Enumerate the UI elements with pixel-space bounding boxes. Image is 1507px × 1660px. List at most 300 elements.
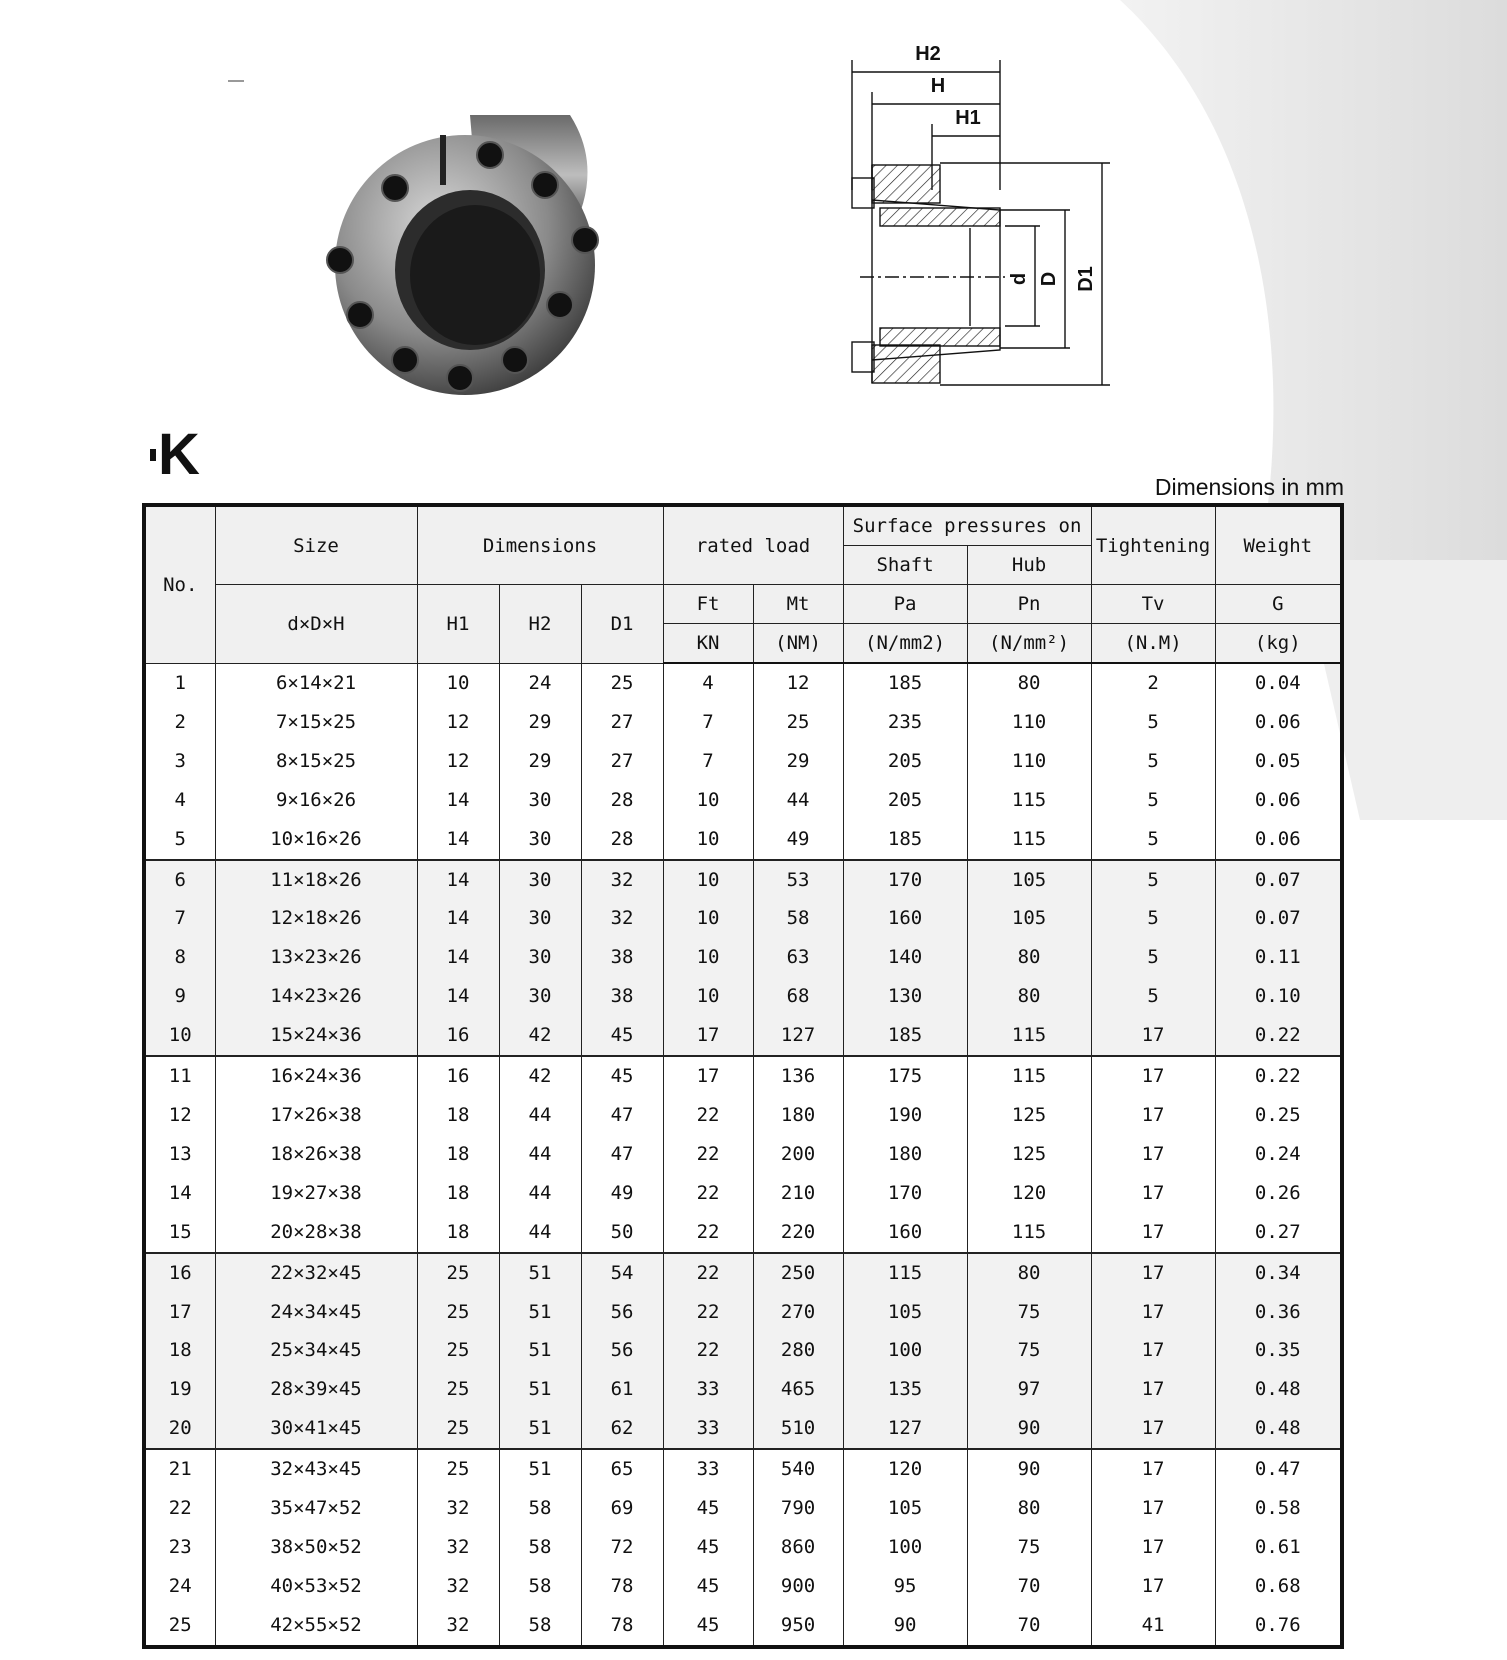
cell-h2: 51: [499, 1449, 581, 1489]
cell-hub: 80: [967, 977, 1091, 1016]
cell-h2: 51: [499, 1293, 581, 1332]
series-mark-tick: [150, 449, 156, 461]
cell-mt: 465: [753, 1370, 843, 1409]
cell-shaft: 205: [843, 781, 967, 820]
cell-tightening: 5: [1091, 938, 1215, 977]
cell-shaft: 160: [843, 899, 967, 938]
cell-h1: 14: [417, 860, 499, 900]
cell-mt: 860: [753, 1528, 843, 1567]
cell-h1: 25: [417, 1370, 499, 1409]
cell-d1: 56: [581, 1331, 663, 1370]
cell-tightening: 17: [1091, 1370, 1215, 1409]
cell-no: 17: [144, 1293, 215, 1332]
series-letter: K: [158, 422, 200, 487]
header-hub-unit: (N/mm²): [967, 624, 1091, 664]
cell-ft: 45: [663, 1567, 753, 1606]
cell-h2: 30: [499, 899, 581, 938]
cell-h1: 18: [417, 1096, 499, 1135]
cell-shaft: 115: [843, 1253, 967, 1293]
cell-weight: 0.34: [1215, 1253, 1342, 1293]
header-size: Size: [215, 505, 417, 585]
locking-assembly-photo: [320, 110, 620, 410]
cell-d1: 38: [581, 938, 663, 977]
technical-cross-section-drawing: [840, 30, 1140, 410]
cell-size: 16×24×36: [215, 1056, 417, 1096]
header-ft-unit: KN: [663, 624, 753, 664]
cell-h2: 30: [499, 781, 581, 820]
cell-h1: 14: [417, 938, 499, 977]
cell-tightening: 17: [1091, 1056, 1215, 1096]
cell-mt: 200: [753, 1135, 843, 1174]
cell-d1: 27: [581, 742, 663, 781]
table-row: [144, 1056, 1342, 1096]
cell-mt: 180: [753, 1096, 843, 1135]
cell-h1: 12: [417, 742, 499, 781]
cell-ft: 10: [663, 781, 753, 820]
cell-mt: 280: [753, 1331, 843, 1370]
cell-d1: 56: [581, 1293, 663, 1332]
cell-ft: 33: [663, 1370, 753, 1409]
cell-no: 3: [144, 742, 215, 781]
label-h1: H1: [955, 107, 981, 129]
cell-tightening: 5: [1091, 820, 1215, 860]
header-size-sub: d×D×H: [215, 585, 417, 664]
cell-hub: 90: [967, 1409, 1091, 1449]
cell-mt: 900: [753, 1567, 843, 1606]
table-row: [144, 860, 1342, 900]
cell-hub: 115: [967, 1213, 1091, 1253]
cell-tightening: 17: [1091, 1528, 1215, 1567]
cell-no: 5: [144, 820, 215, 860]
cell-d1: 28: [581, 820, 663, 860]
cell-h2: 30: [499, 938, 581, 977]
header-ft: Ft: [663, 585, 753, 624]
cell-h2: 29: [499, 742, 581, 781]
cell-weight: 0.68: [1215, 1567, 1342, 1606]
cell-ft: 10: [663, 860, 753, 900]
cell-d1: 49: [581, 1174, 663, 1213]
cell-h2: 30: [499, 820, 581, 860]
cell-no: 11: [144, 1056, 215, 1096]
header-tightening: Tightening: [1091, 505, 1215, 585]
cell-hub: 115: [967, 781, 1091, 820]
cell-d1: 72: [581, 1528, 663, 1567]
cell-weight: 0.25: [1215, 1096, 1342, 1135]
cell-mt: 68: [753, 977, 843, 1016]
cell-h2: 58: [499, 1606, 581, 1647]
cell-ft: 45: [663, 1528, 753, 1567]
cell-hub: 80: [967, 1253, 1091, 1293]
cell-d1: 47: [581, 1135, 663, 1174]
cell-size: 9×16×26: [215, 781, 417, 820]
cell-hub: 125: [967, 1135, 1091, 1174]
header-dimensions: Dimensions: [417, 505, 663, 585]
cell-mt: 250: [753, 1253, 843, 1293]
cell-h1: 18: [417, 1135, 499, 1174]
table-row: [144, 703, 1342, 742]
cell-tightening: 17: [1091, 1096, 1215, 1135]
header-h2: H2: [499, 585, 581, 664]
cell-d1: 47: [581, 1096, 663, 1135]
cell-shaft: 100: [843, 1331, 967, 1370]
cell-h1: 12: [417, 703, 499, 742]
spec-table-body: [144, 663, 1342, 1647]
cell-shaft: 190: [843, 1096, 967, 1135]
cell-h1: 18: [417, 1213, 499, 1253]
cell-d1: 54: [581, 1253, 663, 1293]
cell-size: 17×26×38: [215, 1096, 417, 1135]
cell-h1: 25: [417, 1293, 499, 1332]
cell-shaft: 95: [843, 1567, 967, 1606]
cell-hub: 80: [967, 938, 1091, 977]
cell-size: 13×23×26: [215, 938, 417, 977]
cell-h2: 44: [499, 1135, 581, 1174]
cell-no: 12: [144, 1096, 215, 1135]
cell-shaft: 170: [843, 1174, 967, 1213]
cell-no: 6: [144, 860, 215, 900]
cell-weight: 0.04: [1215, 663, 1342, 703]
cell-shaft: 205: [843, 742, 967, 781]
cell-size: 40×53×52: [215, 1567, 417, 1606]
cell-weight: 0.61: [1215, 1528, 1342, 1567]
cell-tightening: 5: [1091, 977, 1215, 1016]
cell-d1: 38: [581, 977, 663, 1016]
cell-h2: 30: [499, 977, 581, 1016]
cell-mt: 270: [753, 1293, 843, 1332]
cell-hub: 105: [967, 860, 1091, 900]
cell-ft: 4: [663, 663, 753, 703]
table-row: [144, 977, 1342, 1016]
spec-table: [142, 503, 1344, 1649]
cell-shaft: 140: [843, 938, 967, 977]
cell-mt: 49: [753, 820, 843, 860]
cell-weight: 0.06: [1215, 703, 1342, 742]
cell-ft: 7: [663, 742, 753, 781]
cell-h1: 32: [417, 1606, 499, 1647]
cell-h1: 14: [417, 977, 499, 1016]
cell-d1: 45: [581, 1056, 663, 1096]
cell-ft: 33: [663, 1449, 753, 1489]
cell-mt: 220: [753, 1213, 843, 1253]
decorative-dash: [228, 80, 244, 82]
cell-mt: 58: [753, 899, 843, 938]
cell-tightening: 5: [1091, 742, 1215, 781]
cell-shaft: 235: [843, 703, 967, 742]
cell-ft: 7: [663, 703, 753, 742]
cell-size: 7×15×25: [215, 703, 417, 742]
cell-ft: 22: [663, 1253, 753, 1293]
cell-tightening: 17: [1091, 1135, 1215, 1174]
cell-hub: 115: [967, 820, 1091, 860]
table-row: [144, 1606, 1342, 1647]
cell-weight: 0.05: [1215, 742, 1342, 781]
cell-tightening: 17: [1091, 1489, 1215, 1528]
cell-h1: 25: [417, 1449, 499, 1489]
cell-tightening: 5: [1091, 703, 1215, 742]
cell-size: 28×39×45: [215, 1370, 417, 1409]
cell-h2: 58: [499, 1489, 581, 1528]
cell-no: 22: [144, 1489, 215, 1528]
cell-tightening: 17: [1091, 1449, 1215, 1489]
table-row: [144, 1016, 1342, 1056]
label-d1: D1: [1075, 266, 1097, 292]
cell-hub: 115: [967, 1016, 1091, 1056]
cell-h1: 32: [417, 1567, 499, 1606]
cell-hub: 90: [967, 1449, 1091, 1489]
cell-weight: 0.10: [1215, 977, 1342, 1016]
cell-size: 30×41×45: [215, 1409, 417, 1449]
cell-mt: 25: [753, 703, 843, 742]
cell-no: 20: [144, 1409, 215, 1449]
cell-weight: 0.36: [1215, 1293, 1342, 1332]
cell-size: 38×50×52: [215, 1528, 417, 1567]
cell-h2: 42: [499, 1056, 581, 1096]
header-weight-symbol: G: [1215, 585, 1342, 624]
cell-h1: 18: [417, 1174, 499, 1213]
cell-no: 16: [144, 1253, 215, 1293]
cell-shaft: 180: [843, 1135, 967, 1174]
cell-tightening: 41: [1091, 1606, 1215, 1647]
cell-shaft: 185: [843, 1016, 967, 1056]
cell-no: 13: [144, 1135, 215, 1174]
cell-h2: 44: [499, 1174, 581, 1213]
cell-mt: 950: [753, 1606, 843, 1647]
cell-weight: 0.11: [1215, 938, 1342, 977]
cell-size: 6×14×21: [215, 663, 417, 703]
cell-ft: 22: [663, 1331, 753, 1370]
cell-mt: 510: [753, 1409, 843, 1449]
cell-tightening: 17: [1091, 1174, 1215, 1213]
table-row: [144, 820, 1342, 860]
cell-d1: 50: [581, 1213, 663, 1253]
cell-ft: 22: [663, 1213, 753, 1253]
table-row: [144, 1449, 1342, 1489]
cell-shaft: 160: [843, 1213, 967, 1253]
cell-ft: 22: [663, 1174, 753, 1213]
cell-weight: 0.47: [1215, 1449, 1342, 1489]
cell-size: 10×16×26: [215, 820, 417, 860]
table-row: [144, 899, 1342, 938]
cell-weight: 0.24: [1215, 1135, 1342, 1174]
table-row: [144, 1293, 1342, 1332]
cell-size: 24×34×45: [215, 1293, 417, 1332]
cell-h2: 44: [499, 1096, 581, 1135]
cell-size: 14×23×26: [215, 977, 417, 1016]
cell-mt: 29: [753, 742, 843, 781]
cell-shaft: 185: [843, 663, 967, 703]
cell-hub: 125: [967, 1096, 1091, 1135]
header-mt-unit: (NM): [753, 624, 843, 664]
cell-size: 32×43×45: [215, 1449, 417, 1489]
cell-weight: 0.22: [1215, 1016, 1342, 1056]
label-big-d: D: [1038, 271, 1060, 287]
cell-h2: 51: [499, 1370, 581, 1409]
cell-ft: 22: [663, 1135, 753, 1174]
table-row: [144, 938, 1342, 977]
cell-h1: 32: [417, 1528, 499, 1567]
cell-h2: 51: [499, 1253, 581, 1293]
cell-weight: 0.07: [1215, 899, 1342, 938]
cell-shaft: 135: [843, 1370, 967, 1409]
cell-no: 24: [144, 1567, 215, 1606]
cell-tightening: 17: [1091, 1331, 1215, 1370]
cell-d1: 78: [581, 1606, 663, 1647]
cell-size: 42×55×52: [215, 1606, 417, 1647]
cell-weight: 0.48: [1215, 1409, 1342, 1449]
cell-size: 25×34×45: [215, 1331, 417, 1370]
cell-d1: 61: [581, 1370, 663, 1409]
cell-shaft: 105: [843, 1293, 967, 1332]
header-hub: Hub: [967, 546, 1091, 585]
table-row: [144, 1567, 1342, 1606]
cell-no: 21: [144, 1449, 215, 1489]
cell-tightening: 17: [1091, 1016, 1215, 1056]
cell-ft: 45: [663, 1489, 753, 1528]
cell-hub: 110: [967, 703, 1091, 742]
cell-hub: 105: [967, 899, 1091, 938]
cell-d1: 27: [581, 703, 663, 742]
header-d1: D1: [581, 585, 663, 664]
cell-weight: 0.06: [1215, 781, 1342, 820]
units-note: Dimensions in mm: [1154, 474, 1344, 500]
cell-hub: 75: [967, 1528, 1091, 1567]
table-row: [144, 1528, 1342, 1567]
cell-no: 2: [144, 703, 215, 742]
table-row: [144, 663, 1342, 703]
cell-weight: 0.35: [1215, 1331, 1342, 1370]
cell-no: 1: [144, 663, 215, 703]
cell-shaft: 105: [843, 1489, 967, 1528]
cell-size: 11×18×26: [215, 860, 417, 900]
cell-no: 10: [144, 1016, 215, 1056]
header-no: No.: [144, 505, 215, 663]
cell-mt: 136: [753, 1056, 843, 1096]
cell-size: 15×24×36: [215, 1016, 417, 1056]
cell-mt: 210: [753, 1174, 843, 1213]
cell-tightening: 5: [1091, 860, 1215, 900]
cell-ft: 10: [663, 938, 753, 977]
cell-h1: 14: [417, 820, 499, 860]
cell-ft: 17: [663, 1056, 753, 1096]
cell-ft: 45: [663, 1606, 753, 1647]
cell-hub: 110: [967, 742, 1091, 781]
header-weight: Weight: [1215, 505, 1342, 585]
cell-shaft: 185: [843, 820, 967, 860]
cell-ft: 22: [663, 1096, 753, 1135]
cell-size: 35×47×52: [215, 1489, 417, 1528]
cell-weight: 0.76: [1215, 1606, 1342, 1647]
cell-h2: 29: [499, 703, 581, 742]
cell-d1: 45: [581, 1016, 663, 1056]
cell-tightening: 17: [1091, 1213, 1215, 1253]
table-row: [144, 1489, 1342, 1528]
cell-size: 8×15×25: [215, 742, 417, 781]
table-row: [144, 1370, 1342, 1409]
cell-no: 25: [144, 1606, 215, 1647]
header-rated-load: rated load: [663, 505, 843, 585]
cell-tightening: 17: [1091, 1253, 1215, 1293]
cell-hub: 70: [967, 1567, 1091, 1606]
header-shaft-unit: (N/mm2): [843, 624, 967, 664]
cell-ft: 10: [663, 899, 753, 938]
header-surface-pressures: Surface pressures on: [843, 505, 1091, 546]
table-row: [144, 1135, 1342, 1174]
cell-h2: 58: [499, 1528, 581, 1567]
cell-ft: 22: [663, 1293, 753, 1332]
cell-ft: 10: [663, 977, 753, 1016]
header-tightening-symbol: Tv: [1091, 585, 1215, 624]
cell-hub: 75: [967, 1331, 1091, 1370]
cell-size: 19×27×38: [215, 1174, 417, 1213]
cell-hub: 115: [967, 1056, 1091, 1096]
label-h2: H2: [915, 43, 941, 65]
header-shaft: Shaft: [843, 546, 967, 585]
cell-size: 12×18×26: [215, 899, 417, 938]
cell-weight: 0.58: [1215, 1489, 1342, 1528]
cell-tightening: 17: [1091, 1567, 1215, 1606]
cell-h1: 25: [417, 1409, 499, 1449]
cell-h2: 24: [499, 663, 581, 703]
table-row: [144, 1253, 1342, 1293]
cell-hub: 70: [967, 1606, 1091, 1647]
header-mt: Mt: [753, 585, 843, 624]
cell-shaft: 170: [843, 860, 967, 900]
cell-weight: 0.48: [1215, 1370, 1342, 1409]
cell-h2: 58: [499, 1567, 581, 1606]
label-d: d: [1008, 272, 1030, 286]
cell-no: 7: [144, 899, 215, 938]
cell-h1: 25: [417, 1331, 499, 1370]
label-h: H: [930, 75, 946, 97]
cell-no: 18: [144, 1331, 215, 1370]
cell-no: 9: [144, 977, 215, 1016]
cell-size: 22×32×45: [215, 1253, 417, 1293]
cell-d1: 69: [581, 1489, 663, 1528]
cell-weight: 0.27: [1215, 1213, 1342, 1253]
cell-weight: 0.26: [1215, 1174, 1342, 1213]
cell-shaft: 127: [843, 1409, 967, 1449]
table-row: [144, 1331, 1342, 1370]
cell-mt: 53: [753, 860, 843, 900]
cell-shaft: 175: [843, 1056, 967, 1096]
cell-size: 18×26×38: [215, 1135, 417, 1174]
cell-mt: 540: [753, 1449, 843, 1489]
cell-mt: 127: [753, 1016, 843, 1056]
header-h1: H1: [417, 585, 499, 664]
cell-no: 14: [144, 1174, 215, 1213]
header-tightening-unit: (N.M): [1091, 624, 1215, 664]
header-weight-unit: (kg): [1215, 624, 1342, 664]
cell-h1: 14: [417, 781, 499, 820]
cell-h1: 16: [417, 1056, 499, 1096]
cell-no: 19: [144, 1370, 215, 1409]
cell-d1: 25: [581, 663, 663, 703]
cell-d1: 65: [581, 1449, 663, 1489]
cell-no: 15: [144, 1213, 215, 1253]
table-row: [144, 1409, 1342, 1449]
cell-weight: 0.06: [1215, 820, 1342, 860]
cell-d1: 28: [581, 781, 663, 820]
cell-tightening: 5: [1091, 781, 1215, 820]
cell-weight: 0.22: [1215, 1056, 1342, 1096]
cell-ft: 17: [663, 1016, 753, 1056]
cell-h1: 32: [417, 1489, 499, 1528]
table-row: [144, 1213, 1342, 1253]
header-shaft-symbol: Pa: [843, 585, 967, 624]
cell-shaft: 100: [843, 1528, 967, 1567]
cell-d1: 78: [581, 1567, 663, 1606]
table-row: [144, 742, 1342, 781]
